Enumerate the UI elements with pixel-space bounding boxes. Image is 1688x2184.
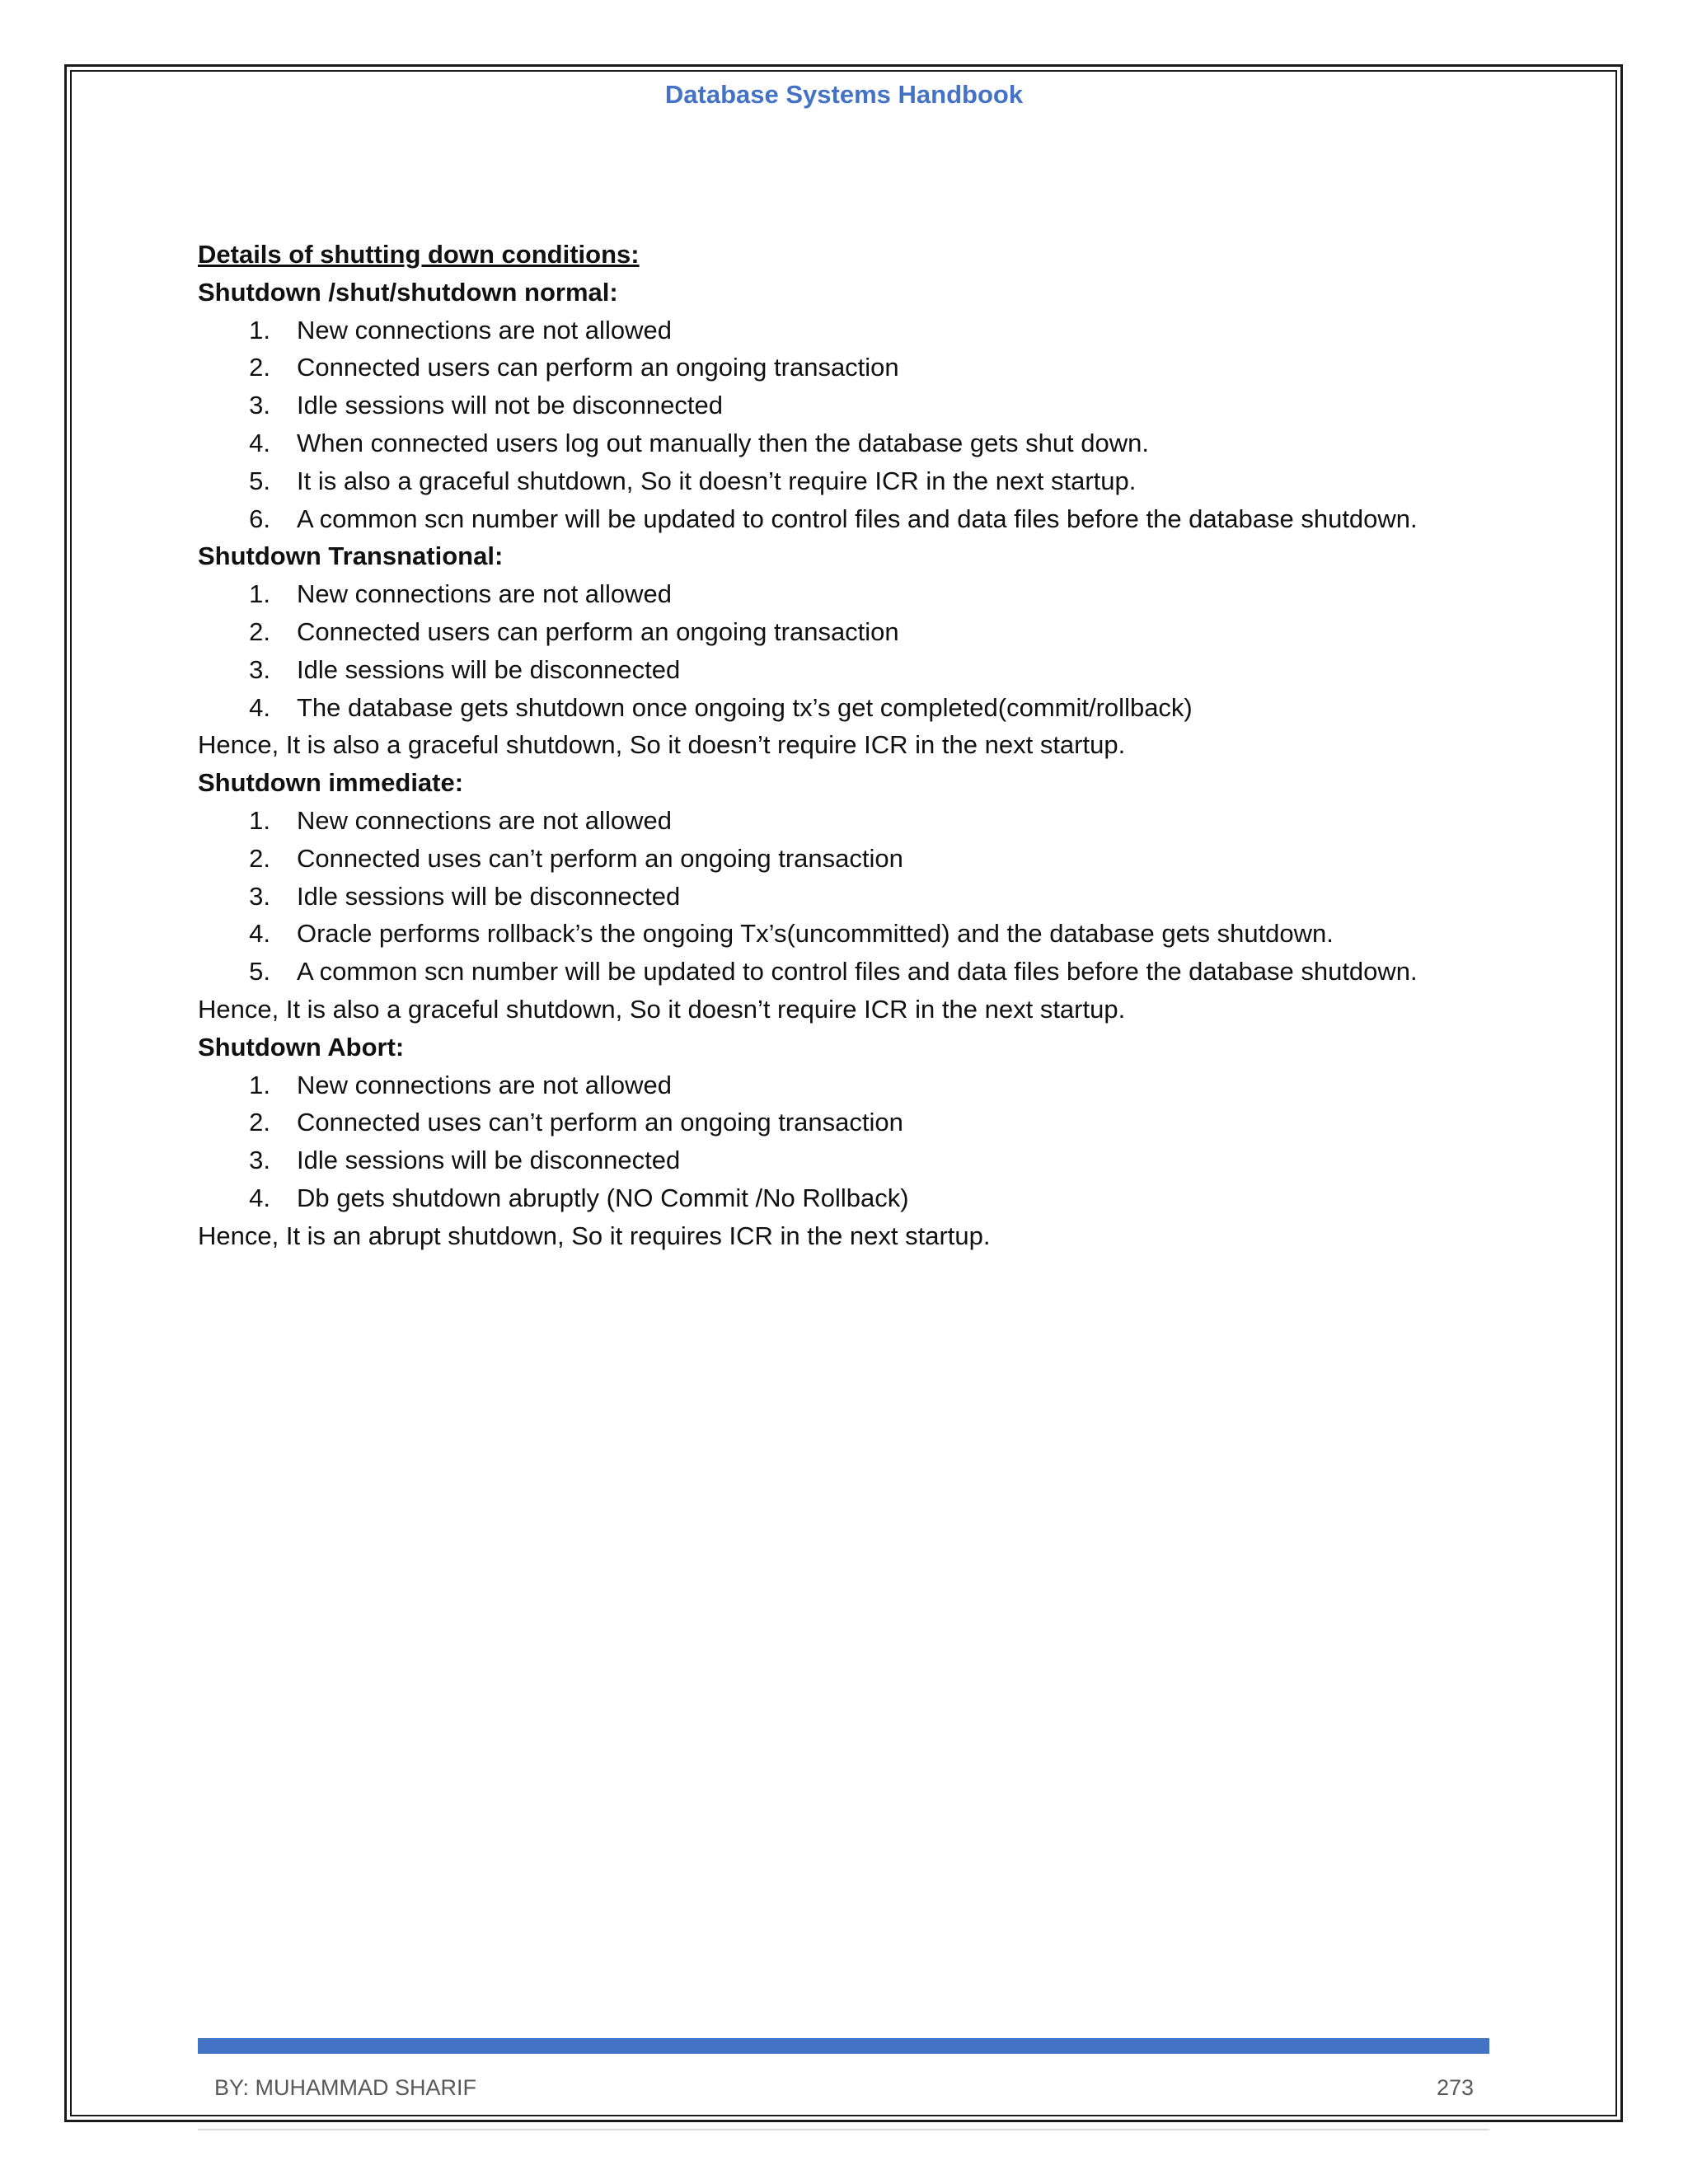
list-item — [198, 500, 1517, 538]
list-item — [198, 462, 1517, 500]
list-text: It is also a graceful shutdown, So it doesn’t require ICR in the next startup. — [297, 466, 1137, 495]
list-text: Idle sessions will be disconnected — [297, 1146, 681, 1175]
list-item — [198, 312, 1517, 349]
list-item — [198, 1141, 1517, 1179]
list-text: New connections are not allowed — [297, 1070, 672, 1099]
footer-accent-bar — [198, 2038, 1489, 2054]
section-title: Shutdown Transnational: — [198, 541, 504, 571]
list-number: 1. — [249, 315, 270, 344]
list-text: New connections are not allowed — [297, 579, 672, 609]
list-item — [198, 689, 1517, 727]
footer-divider — [198, 2129, 1489, 2130]
footer-author: BY: MUHAMMAD SHARIF — [214, 2075, 477, 2100]
list-text: A common scn number will be updated to control files and data files before the database shutdown. — [297, 957, 1418, 987]
list-text: Connected users can perform an ongoing transaction — [297, 616, 899, 646]
list-item — [198, 387, 1517, 424]
list-item — [198, 1104, 1517, 1141]
section-heading: Details of shutting down conditions: — [198, 240, 640, 269]
section-title: Shutdown Abort: — [198, 1032, 405, 1062]
list-number: 4. — [249, 692, 270, 722]
list-item — [198, 802, 1517, 840]
section-title: Shutdown /shut/shutdown normal: — [198, 277, 618, 307]
list-text: Connected uses can’t perform an ongoing transaction — [297, 1108, 903, 1137]
list-number: 6. — [249, 504, 270, 533]
list-item — [198, 613, 1517, 651]
list-number: 2. — [249, 616, 270, 646]
list-item — [198, 1066, 1517, 1104]
list-text: New connections are not allowed — [297, 315, 672, 344]
header-title: Database Systems Handbook — [664, 80, 1024, 109]
list-number: 3. — [249, 391, 270, 420]
list-number: 2. — [249, 843, 270, 873]
document-content — [198, 236, 1517, 1255]
list-number: 4. — [249, 1183, 270, 1212]
list-number: 4. — [249, 919, 270, 949]
list-item — [198, 878, 1517, 916]
list-item — [198, 349, 1517, 387]
list-item — [198, 840, 1517, 878]
list-text: Oracle performs rollback’s the ongoing Tx’s(uncommitted) and the database gets shutdown. — [297, 919, 1334, 949]
section-note: Hence, It is also a graceful shutdown, So it doesn’t require ICR in the next startup. — [198, 994, 1126, 1024]
list-text: Db gets shutdown abruptly (NO Commit /No Rollback) — [297, 1183, 909, 1212]
list-text: Connected uses can’t perform an ongoing transaction — [297, 843, 903, 873]
section-note: Hence, It is an abrupt shutdown, So it requires ICR in the next startup. — [198, 1221, 991, 1250]
list-number: 1. — [249, 805, 270, 835]
list-number: 1. — [249, 1070, 270, 1099]
list-number: 2. — [249, 1108, 270, 1137]
list-text: The database gets shutdown once ongoing tx’s get completed(commit/rollback) — [297, 692, 1193, 722]
list-text: Idle sessions will be disconnected — [297, 654, 681, 684]
list-number: 3. — [249, 1146, 270, 1175]
list-number: 4. — [249, 428, 270, 457]
section-title: Shutdown immediate: — [198, 768, 464, 798]
list-text: Connected users can perform an ongoing transaction — [297, 353, 899, 382]
list-item — [198, 953, 1517, 991]
page-number: 273 — [1436, 2075, 1474, 2100]
list-number: 2. — [249, 353, 270, 382]
list-item — [198, 424, 1517, 462]
list-text: Idle sessions will not be disconnected — [297, 391, 723, 420]
section-note: Hence, It is also a graceful shutdown, So it doesn’t require ICR in the next startup. — [198, 730, 1126, 760]
list-item — [198, 1179, 1517, 1217]
list-number: 5. — [249, 466, 270, 495]
list-item — [198, 651, 1517, 689]
list-number: 3. — [249, 881, 270, 911]
list-item — [198, 915, 1517, 953]
list-item — [198, 575, 1517, 613]
list-number: 5. — [249, 957, 270, 987]
list-number: 1. — [249, 579, 270, 609]
list-text: A common scn number will be updated to control files and data files before the database shutdown. — [297, 504, 1418, 533]
list-text: When connected users log out manually then the database gets shut down. — [297, 428, 1150, 457]
list-text: Idle sessions will be disconnected — [297, 881, 681, 911]
list-number: 3. — [249, 654, 270, 684]
list-text: New connections are not allowed — [297, 805, 672, 835]
